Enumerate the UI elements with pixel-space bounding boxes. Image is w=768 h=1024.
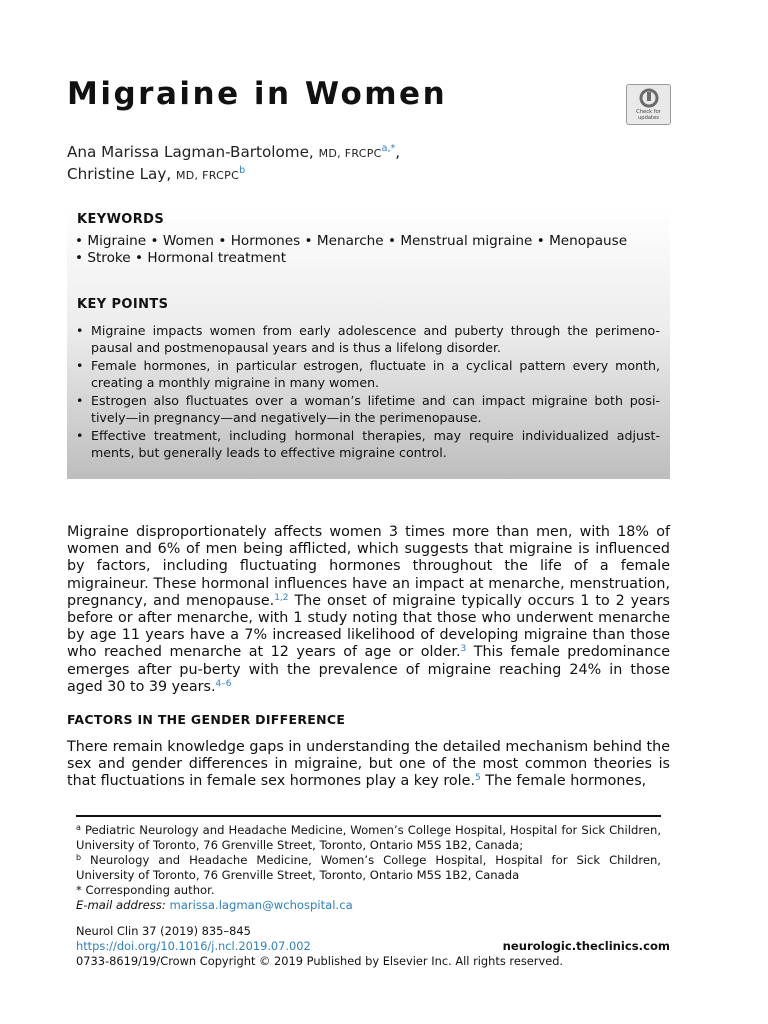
journal-site[interactable]: neurologic.theclinics.com [502, 939, 670, 953]
summary-box [67, 207, 670, 479]
section-paragraph: There remain knowledge gaps in understanding the detailed mechanism behind the sex and gender differences in migraine, but one of the most common theories is that fluctuations in female sex hormones play a key role.$^5$ The female hormones, [67, 739, 670, 790]
badge-line1: Check for [636, 109, 661, 115]
key-points-heading: KEY POINTS [77, 297, 169, 312]
publication-meta [76, 924, 670, 969]
author-trail: , [395, 143, 401, 161]
keyword: • Stroke [75, 250, 131, 266]
email-link[interactable]: marissa.lagman@wchospital.ca [169, 898, 353, 912]
key-point: • Migraine impacts women from early adolescence and puberty through the perimeno-pausal and postmenopausal years and is thus a lifelong disorder. [76, 323, 660, 355]
keyword: • Migraine [75, 233, 147, 249]
author-degrees: MD, FRCPC [318, 147, 382, 160]
crossmark-icon [639, 88, 659, 108]
affiliation-link[interactable]: a,* [381, 143, 396, 154]
key-point: • Effective treatment, including hormonal therapies, may require individualized adjust-ments, but generally leads to effective migraine control. [76, 428, 660, 460]
author-name: Christine Lay, [67, 165, 172, 183]
citation-link[interactable]: 4–6 [215, 678, 232, 689]
keywords-heading: KEYWORDS [77, 212, 165, 227]
journal-citation: Neurol Clin 37 (2019) 835–845 [76, 924, 251, 938]
citation-link[interactable]: 5 [475, 773, 481, 784]
author-1 [67, 142, 400, 164]
keyword: • Hormonal treatment [135, 250, 287, 266]
article-title: Migraine in Women [67, 76, 448, 112]
affiliation-link[interactable]: b [239, 165, 246, 176]
footnote-divider [76, 815, 661, 817]
copyright: 0733-8619/19/Crown Copyright © 2019 Published by Elsevier Inc. All rights reserved. [76, 954, 564, 968]
keyword: • Women [150, 233, 215, 249]
badge-label [636, 109, 661, 121]
key-points-list [75, 323, 660, 463]
corresponding-note: * Corresponding author. [76, 883, 215, 897]
keyword: • Menopause [536, 233, 628, 249]
bullet-icon: • [76, 358, 84, 373]
citation-link[interactable]: 3 [460, 644, 467, 655]
keyword: • Hormones [218, 233, 301, 249]
bullet-icon: • [76, 323, 84, 338]
section-heading: FACTORS IN THE GENDER DIFFERENCE [67, 712, 346, 727]
key-point: • Estrogen also fluctuates over a woman’s lifetime and can impact migraine both posi-tively—in pregnancy—and negatively—in the perimenopause. [76, 393, 660, 425]
intro-paragraph: Migraine disproportionately affects women 3 times more than men, with 18% of women and 6% of men being afflicted, which suggests that migraine is influenced by factors, including fluctuating hormones throughout the life of a female migraineur. These hormonal influences have an impact at menarche, menstruation, pregnancy, and menopause.$^{1,2}$ The onset of migraine typically occurs 1 to 2 years before or after menarche, with 1 study noting that those who underwent menarche by age 11 years have a 7% increased likelihood of developing migraine than those who reached menarche at 12 years of age or older.$^3$ This female predominance emerges after pu-berty with the prevalence of migraine reaching 24% in those aged 30 to 39 years.$^{4-6}$ [67, 524, 670, 695]
badge-line2: updates [638, 115, 659, 121]
keywords-list [75, 233, 660, 267]
author-name: Ana Marissa Lagman-Bartolome, [67, 143, 314, 161]
author-degrees: MD, FRCPC [176, 169, 240, 182]
check-for-updates-badge[interactable] [626, 84, 671, 125]
footnotes [76, 823, 661, 913]
key-point: • Female hormones, in particular estrogen, fluctuate in a cyclical pattern every month, creating a monthly migraine in many women. [76, 358, 660, 390]
keyword: • Menarche [304, 233, 384, 249]
affiliation-a: $^a$ Pediatric Neurology and Headache Medicine, Women’s College Hospital, Hospital for Sick Children, University of Toronto, 76 Grenville Street, Toronto, Ontario M5S 1B2, Canada; [76, 823, 661, 852]
author-2 [67, 164, 400, 186]
author-list [67, 142, 400, 186]
keyword: • Menstrual migraine [387, 233, 533, 249]
citation-link[interactable]: 1,2 [274, 592, 289, 603]
doi-link[interactable]: https://doi.org/10.1016/j.ncl.2019.07.002 [76, 939, 311, 953]
bullet-icon: • [76, 428, 84, 443]
email-line: E-mail address: marissa.lagman@wchospital.ca [76, 898, 353, 912]
affiliation-b: $^b$ Neurology and Headache Medicine, Women’s College Hospital, Hospital for Sick Children, University of Toronto, 76 Grenville Street, Toronto, Ontario M5S 1B2, Canada [76, 853, 661, 882]
bullet-icon: • [76, 393, 84, 408]
